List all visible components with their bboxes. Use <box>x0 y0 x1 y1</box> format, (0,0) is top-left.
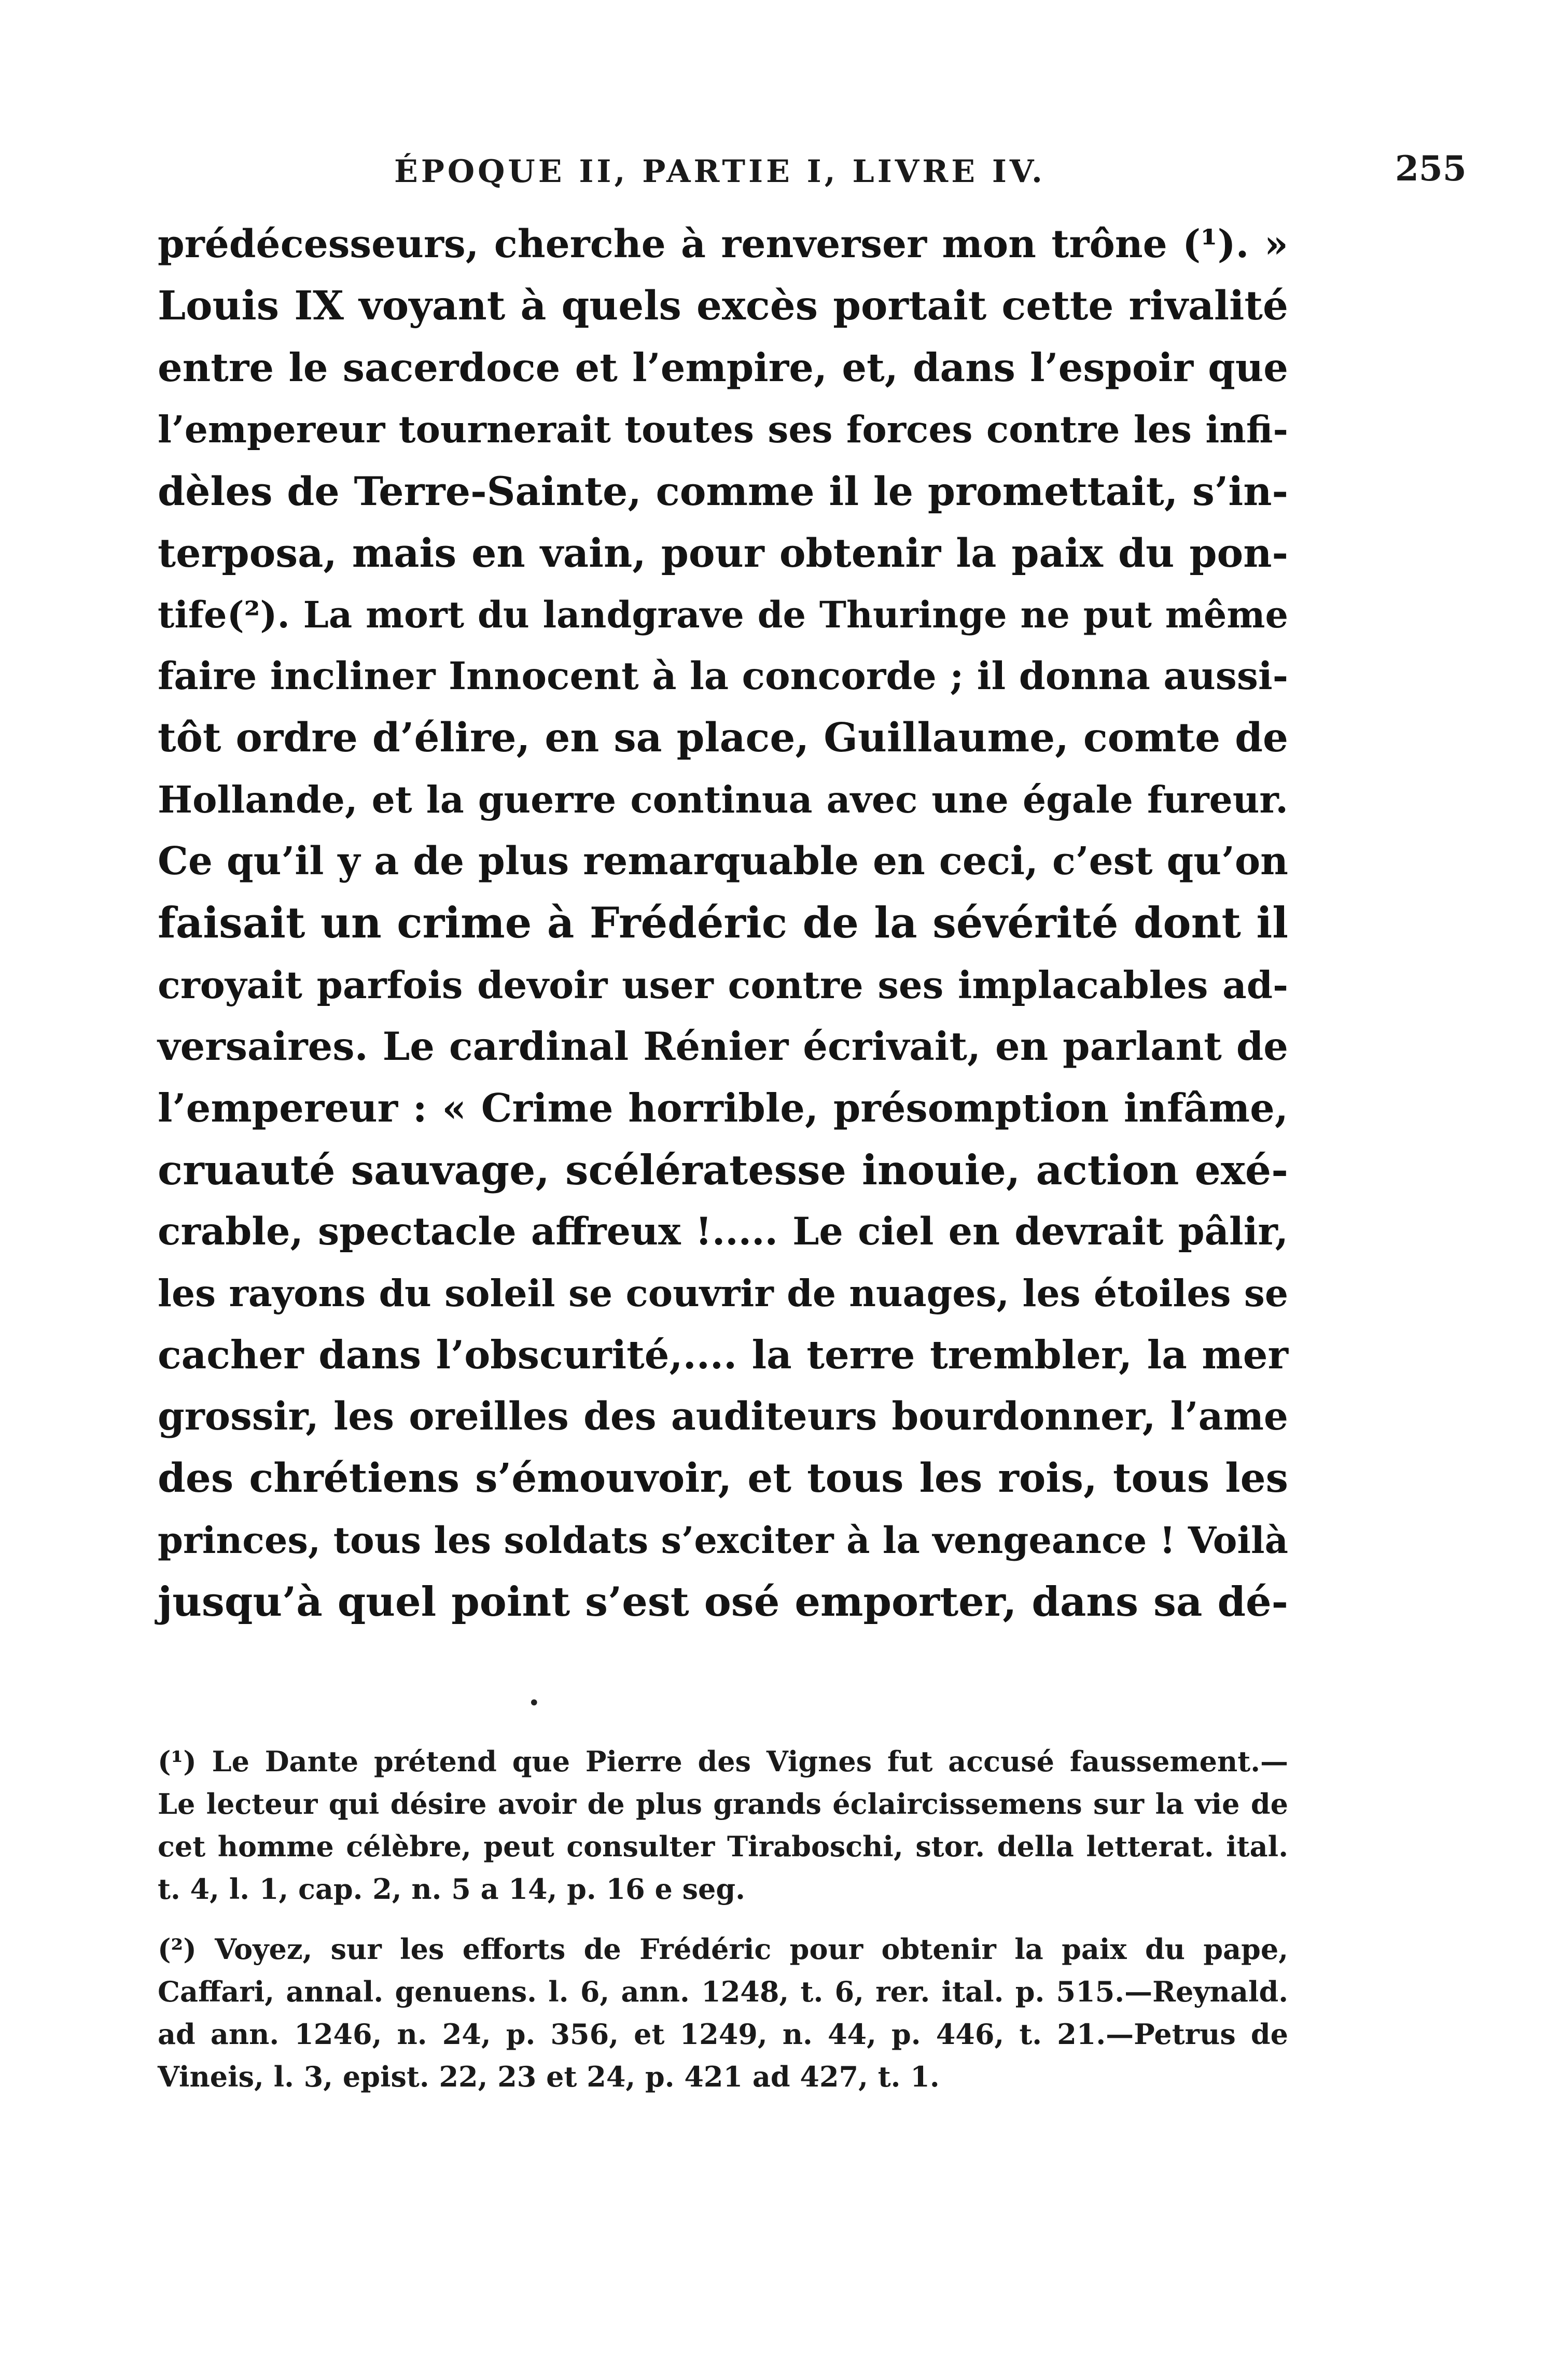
text-line: l’empereur : « Crime horrible, présomption infâme, <box>158 1085 1288 1131</box>
running-header-title: ÉPOQUE II, PARTIE I, LIVRE IV. <box>394 153 1046 190</box>
footnote-line: ad ann. 1246, n. 24, p. 356, et 1249, n. 44, p. 446, t. 21.—Petrus de <box>158 2018 1288 2051</box>
text-line: crable, spectacle affreux !..... Le ciel en devrait pâlir, <box>158 1209 1288 1254</box>
text-line: faire incliner Innocent à la concorde ; il donna aussi- <box>158 654 1288 698</box>
text-line: princes, tous les soldats s’exciter à la vengeance ! Voilà <box>158 1519 1288 1562</box>
text-line: versaires. Le cardinal Rénier écrivait, en parlant de <box>158 1024 1288 1069</box>
text-line: grossir, les oreilles des auditeurs bourdonner, l’ame <box>158 1394 1288 1439</box>
footnote-line: Le lecteur qui désire avoir de plus grands éclaircissemens sur la vie de <box>158 1787 1288 1821</box>
footnote-line: (²) Voyez, sur les efforts de Frédéric pour obtenir la paix du pape, <box>158 1933 1288 1966</box>
text-line: faisait un crime à Frédéric de la sévérité dont il <box>158 899 1288 948</box>
text-line: Louis IX voyant à quels excès portait cette rivalité <box>158 283 1288 329</box>
text-line: dèles de Terre-Sainte, comme il le promettait, s’in- <box>158 468 1288 514</box>
footnote-1 <box>158 1740 1288 1910</box>
text-line: croyait parfois devoir user contre ses implacables ad- <box>158 963 1288 1007</box>
text-line: des chrétiens s’émouvoir, et tous les rois, tous les <box>158 1455 1288 1502</box>
footnote-2 <box>158 1928 1288 2098</box>
text-line: cacher dans l’obscurité,.... la terre trembler, la mer <box>158 1332 1288 1378</box>
footnote-line: t. 4, l. 1, cap. 2, n. 5 a 14, p. 16 e seg. <box>158 1872 745 1906</box>
text-line: l’empereur tournerait toutes ses forces contre les infi- <box>158 408 1288 451</box>
text-line: tife(²). La mort du landgrave de Thuringe ne put même <box>158 593 1288 636</box>
footnote-line: Vineis, l. 3, epist. 22, 23 et 24, p. 421 ad 427, t. 1. <box>158 2060 940 2093</box>
footnotes-block <box>158 1740 1288 2098</box>
bullet-mark: • <box>528 1691 540 1715</box>
text-line: entre le sacerdoce et l’empire, et, dans l’espoir que <box>158 345 1288 390</box>
text-line: terposa, mais en vain, pour obtenir la paix du pon- <box>158 530 1288 576</box>
main-text-block <box>158 214 1288 1633</box>
text-line: cruauté sauvage, scélératesse inouie, action exé- <box>158 1146 1288 1194</box>
text-line: Ce qu’il y a de plus remarquable en ceci, c’est qu’on <box>158 839 1288 884</box>
text-line: jusqu’à quel point s’est osé emporter, dans sa dé- <box>158 1578 1288 1626</box>
text-line: prédécesseurs, cherche à renverser mon trône (¹). » <box>158 222 1288 267</box>
text-line: tôt ordre d’élire, en sa place, Guillaume, comte de <box>158 715 1288 761</box>
footnote-line: cet homme célèbre, peut consulter Tiraboschi, stor. della letterat. ital. <box>158 1830 1288 1863</box>
footnote-line: (¹) Le Dante prétend que Pierre des Vignes fut accusé faussement.— <box>158 1745 1288 1778</box>
page-number: 255 <box>1395 148 1467 189</box>
text-line: les rayons du soleil se couvrir de nuages, les étoiles se <box>158 1271 1288 1315</box>
footnote-line: Caffari, annal. genuens. l. 6, ann. 1248, t. 6, rer. ital. p. 515.—Reynald. <box>158 1975 1288 2008</box>
text-line: Hollande, et la guerre continua avec une égale fureur. <box>158 778 1288 821</box>
